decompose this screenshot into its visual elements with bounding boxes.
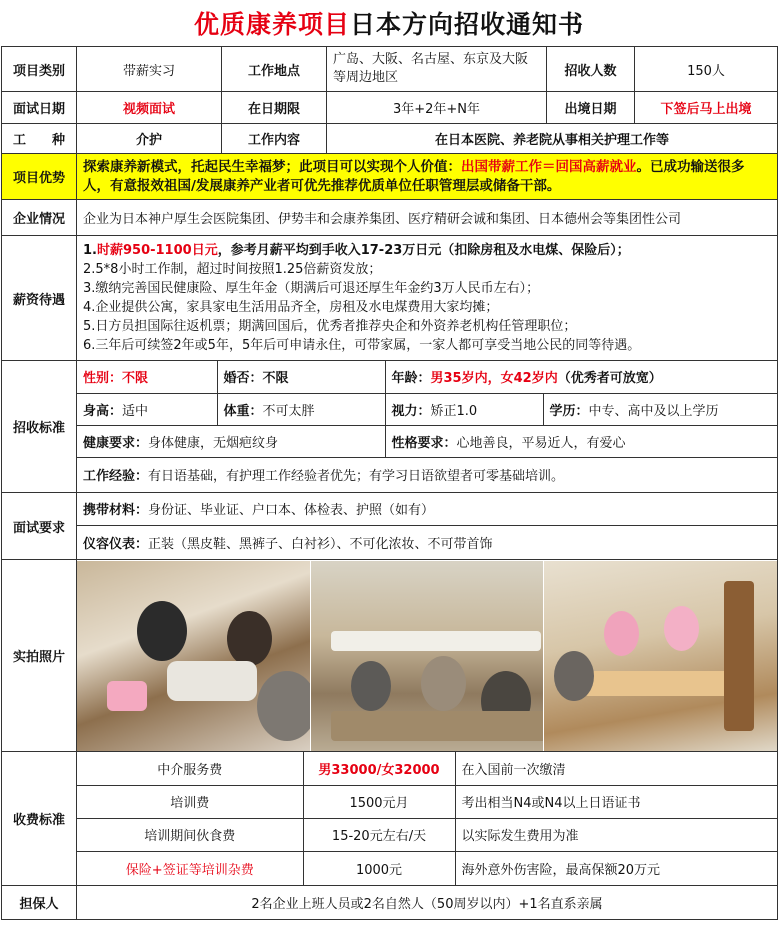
salary-line-1-num: 1. xyxy=(83,243,97,258)
fee-row xyxy=(77,851,777,885)
materials-value: 身份证、毕业证、户口本、体检表、护照（如有） xyxy=(148,503,435,519)
advantage-text-part2: 。已成功输送很多人，有意报效祖国/发展康养产业者可优先推荐优质单位任职管理层或储备干部。 xyxy=(83,158,745,194)
fee-item: 保险+签证等培训杂费 xyxy=(77,851,303,885)
fee-amount: 15-20元左右/天 xyxy=(303,818,455,851)
row-advantage xyxy=(2,154,778,200)
gender-req: 性别：不限 xyxy=(77,361,217,393)
job-type-label: 工 种 xyxy=(2,124,77,154)
vision-label: 视力： xyxy=(391,403,431,419)
advantage-text-highlight: 出国带薪工作＝回国高薪就业 xyxy=(461,158,637,175)
age-label: 年龄： xyxy=(391,371,431,387)
guarantor-label: 担保人 xyxy=(2,886,77,920)
fees-table xyxy=(77,752,778,886)
row-guarantor xyxy=(2,886,778,920)
row-requirements xyxy=(2,361,778,493)
guarantor-text: 2名企业上班人员或2名自然人（50周岁以内）+1名直系亲属 xyxy=(77,886,778,920)
row-salary xyxy=(2,236,778,361)
interview-label: 面试日期 xyxy=(2,92,77,124)
vision-value: 矫正1.0 xyxy=(430,403,478,419)
requirements-label: 招收标准 xyxy=(2,361,77,493)
fee-row xyxy=(77,752,777,785)
experience-req xyxy=(77,457,777,492)
salary-line-1 xyxy=(83,241,771,260)
advantage-text-part1: 探索康养新模式，托起民生幸福梦；此项目可以实现个人价值： xyxy=(83,158,461,175)
fee-amount: 1000元 xyxy=(303,851,455,885)
job-content-label: 工作内容 xyxy=(222,124,327,154)
job-content-value: 在日本医院、养老院从事相关护理工作等 xyxy=(327,124,778,154)
personality-req xyxy=(385,425,777,457)
row-photos xyxy=(2,560,778,752)
salary-line-1-rest: ，参考月薪平均到手收入17-23万日元（扣除房租及水电煤、保险后）； xyxy=(217,243,630,258)
fee-item: 培训费 xyxy=(77,785,303,818)
edu-req xyxy=(543,393,777,425)
count-value: 150人 xyxy=(635,47,778,92)
category-value: 带薪实习 xyxy=(77,47,222,92)
count-label: 招收人数 xyxy=(547,47,635,92)
photo-care-room xyxy=(544,561,777,751)
page-title xyxy=(0,0,778,46)
salary-line-4: 4.企业提供公寓，家具家电生活用品齐全，房租及水电煤费用大家均摊； xyxy=(83,300,499,315)
fee-note: 海外意外伤害险，最高保额20万元 xyxy=(455,851,777,885)
fee-note: 考出相当N4或N4以上日语证书 xyxy=(455,785,777,818)
fee-note: 以实际发生费用为准 xyxy=(455,818,777,851)
salary-line-2: 2.5*8小时工作制，超过时间按照1.25倍薪资发放； xyxy=(83,262,382,277)
personality-label: 性格要求： xyxy=(391,435,457,451)
fee-note: 在入国前一次缴清 xyxy=(455,752,777,785)
row-interview-requirements xyxy=(2,493,778,560)
interview-value: 视频面试 xyxy=(77,92,222,124)
fee-amount: 男33000/女32000 xyxy=(303,752,455,785)
exit-value: 下签后马上出境 xyxy=(635,92,778,124)
edu-value: 中专、高中及以上学历 xyxy=(588,403,719,419)
age-note: （优秀者可放宽） xyxy=(557,371,662,387)
weight-req xyxy=(217,393,385,425)
weight-label: 体重： xyxy=(223,403,263,419)
photo-dining-hall xyxy=(311,561,545,751)
experience-value: 有日语基础，有护理工作经验者优先；有学习日语欲望者可零基础培训。 xyxy=(148,469,565,485)
exit-label: 出境日期 xyxy=(547,92,635,124)
location-value: 广岛、大阪、名古屋、东京及大阪等周边地区 xyxy=(327,47,547,92)
age-req xyxy=(385,361,777,393)
recruitment-table xyxy=(1,46,778,920)
height-value: 适中 xyxy=(122,403,149,419)
vision-req xyxy=(385,393,543,425)
photo-caregivers-activity xyxy=(77,561,311,751)
location-label: 工作地点 xyxy=(222,47,327,92)
dress-label: 仪容仪表： xyxy=(83,536,149,552)
row-company xyxy=(2,200,778,236)
advantage-text xyxy=(77,154,778,200)
company-label: 企业情况 xyxy=(2,200,77,236)
health-value: 身体健康，无烟疤纹身 xyxy=(148,435,279,451)
salary-line-5: 5.日方员担国际往返机票；期满回国后，优秀者推荐央企和外资养老机构任管理职位； xyxy=(83,319,577,334)
health-req xyxy=(77,425,385,457)
photos-label: 实拍照片 xyxy=(2,560,77,752)
job-type-value: 介护 xyxy=(77,124,222,154)
row-category xyxy=(2,47,778,92)
materials-label: 携带材料： xyxy=(83,503,149,519)
age-limit: 男35岁内，女42岁内 xyxy=(430,371,558,387)
hourly-wage: 时薪950-1100日元 xyxy=(96,243,218,258)
category-label: 项目类别 xyxy=(2,47,77,92)
title-rest: 日本方向招收通知书 xyxy=(350,10,585,39)
advantage-label: 项目优势 xyxy=(2,154,77,200)
edu-label: 学历： xyxy=(549,403,589,419)
personality-value: 心地善良，平易近人，有爱心 xyxy=(456,435,626,451)
fee-item: 中介服务费 xyxy=(77,752,303,785)
row-interview xyxy=(2,92,778,124)
fee-amount: 1500元月 xyxy=(303,785,455,818)
fee-row xyxy=(77,785,777,818)
salary-line-6: 6.三年后可续签2年或5年，5年后可申请永住，可带家属，一家人都可享受当地公民的同等待遇。 xyxy=(83,338,641,353)
experience-label: 工作经验： xyxy=(83,469,149,485)
interview-req-label: 面试要求 xyxy=(2,493,77,560)
title-highlight: 优质康养项目 xyxy=(193,10,350,39)
photos-strip xyxy=(77,560,778,752)
weight-value: 不可太胖 xyxy=(262,403,315,419)
fee-item: 培训期间伙食费 xyxy=(77,818,303,851)
fee-row xyxy=(77,818,777,851)
salary-details xyxy=(77,236,778,361)
interview-req-grid xyxy=(77,493,778,560)
row-fees xyxy=(2,752,778,886)
dress-req xyxy=(77,525,777,559)
salary-line-3: 3.缴纳完善国民健康险、厚生年金（期满后可退还厚生年金约3万人民币左右）； xyxy=(83,281,540,296)
row-job xyxy=(2,124,778,154)
company-text: 企业为日本神户厚生会医院集团、伊势丰和会康养集团、医疗精研会诚和集团、日本德州会等集团性公司 xyxy=(77,200,778,236)
period-label: 在日期限 xyxy=(222,92,327,124)
marriage-req: 婚否：不限 xyxy=(217,361,385,393)
height-label: 身高： xyxy=(83,403,123,419)
salary-label: 薪资待遇 xyxy=(2,236,77,361)
health-label: 健康要求： xyxy=(83,435,149,451)
height-req xyxy=(77,393,217,425)
dress-value: 正装（黑皮鞋、黑裤子、白衬衫）、不可化浓妆、不可带首饰 xyxy=(148,536,493,552)
period-value: 3年+2年+N年 xyxy=(327,92,547,124)
materials-req xyxy=(77,493,777,525)
fees-label: 收费标准 xyxy=(2,752,77,886)
requirements-grid xyxy=(77,361,778,493)
